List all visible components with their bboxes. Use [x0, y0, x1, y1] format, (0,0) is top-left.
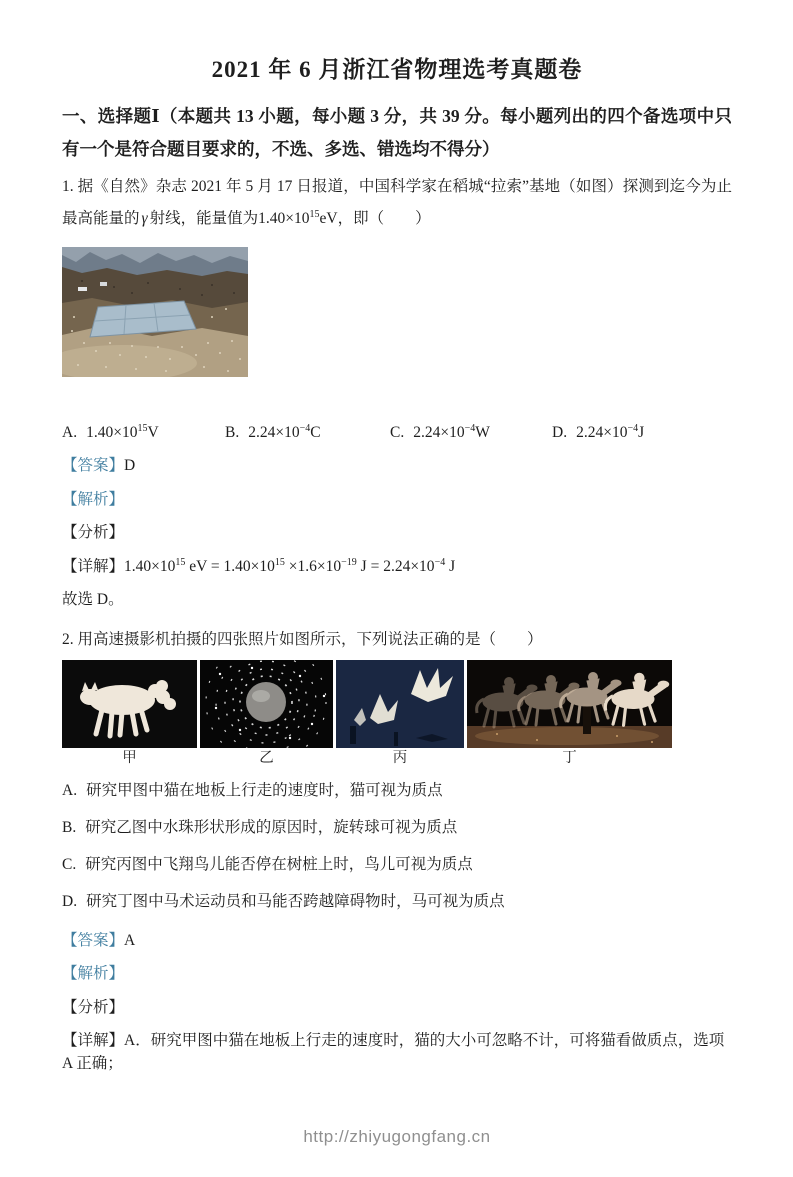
- photo-label-yi: 乙: [259, 749, 274, 766]
- question-2-stem: 2. 用高速摄影机拍摄的四张照片如图所示，下列说法正确的是（ ）: [62, 630, 543, 648]
- option-unit: V: [147, 424, 159, 442]
- question-1-stem-text: 1. 据《自然》杂志 2021 年 5 月 17 日报道，中国科学家在稻城“拉索”基地（如图）探测到迄今为止最高能量的: [62, 177, 732, 227]
- question-2-option-d: [62, 886, 732, 917]
- lhaaso-aerial-photo: [62, 247, 732, 377]
- question-2-answer-line: [62, 930, 732, 952]
- photo-label-ding: 丁: [562, 749, 577, 766]
- question-1-option-d: [552, 421, 732, 444]
- question-1-breakdown-tag: [62, 522, 732, 544]
- footer-url: http://zhiyugongfang.cn: [303, 1127, 491, 1146]
- question-1-analysis-tag: [62, 489, 732, 511]
- page-title: 2021 年 6 月浙江省物理选考真题卷: [211, 57, 583, 82]
- option-value: 2.24×10: [248, 424, 300, 442]
- option-label: C.: [390, 424, 405, 442]
- question-1: [62, 171, 732, 612]
- detail-text: A．研究甲图中猫在地板上行走的速度时，猫的大小可忽略不计，可将猫看做质点，选项 A 正确；: [62, 1032, 725, 1072]
- question-1-stem: [62, 171, 732, 235]
- option-text: 研究乙图中水珠形状形成的原因时，旋转球可视为质点: [85, 818, 458, 836]
- eq-exp: −4: [434, 556, 446, 568]
- option-exponent: −4: [627, 423, 639, 434]
- option-label: A.: [62, 424, 78, 442]
- option-value: 1.40×10: [86, 424, 138, 442]
- option-unit: W: [475, 424, 490, 442]
- option-text: 研究丙图中飞翔鸟儿能否停在树桩上时，鸟儿可视为质点: [85, 855, 473, 873]
- energy-unit: eV: [319, 209, 338, 227]
- option-label: B.: [62, 818, 77, 836]
- photo-ding-horse-jump: [467, 660, 672, 767]
- answer-value: A: [124, 931, 136, 949]
- photo-label-jia: 甲: [122, 749, 137, 766]
- eq-part: J: [445, 557, 456, 575]
- analysis-tag: 【解析】: [62, 965, 125, 983]
- option-label: B.: [225, 424, 240, 442]
- eq-exp: 15: [175, 556, 186, 568]
- cat-walking-photo-graphic: [62, 660, 197, 748]
- energy-exponent: 15: [309, 208, 320, 220]
- section-heading: 一、选择题Ⅰ（本题共 13 小题，每小题 3 分，共 39 分。每小题列出的四个备选项中只有一个是符合题目要求的，不选、多选、错选均不得分）: [62, 106, 732, 160]
- energy-base: 1.40×10: [258, 209, 310, 227]
- option-exponent: −4: [464, 423, 476, 434]
- question-1-option-b: [225, 421, 390, 444]
- footer-watermark: [62, 1127, 732, 1177]
- photo-jia-cat: [62, 660, 197, 767]
- flying-bird-photo-graphic: [336, 660, 464, 748]
- answer-tag: 【答案】: [62, 931, 125, 949]
- question-1-options: [62, 421, 732, 444]
- option-value: 2.24×10: [576, 424, 628, 442]
- eq-exp: 15: [274, 556, 285, 568]
- option-value: 2.24×10: [413, 424, 465, 442]
- question-1-stem-text-2: 射线，能量值为: [149, 209, 259, 227]
- horse-jumping-photo-graphic: [467, 660, 672, 748]
- question-1-option-a: [62, 421, 225, 444]
- question-1-conclusion: 故选 D。: [62, 591, 124, 609]
- question-2-detail-line: [62, 1030, 732, 1075]
- eq-exp: −19: [341, 556, 357, 568]
- gamma-symbol: γ: [141, 209, 148, 227]
- question-2-option-c: [62, 849, 732, 880]
- eq-part: J = 2.24×10: [356, 557, 435, 575]
- option-unit: J: [638, 424, 645, 442]
- answer-value: D: [124, 457, 136, 475]
- photo-label-bing: 丙: [392, 749, 408, 766]
- option-exponent: −4: [299, 423, 311, 434]
- photo-bing-bird: [336, 660, 464, 767]
- detail-tag: 【详解】: [62, 557, 125, 575]
- question-2: [62, 624, 732, 1075]
- question-2-photo-strip: [62, 660, 732, 767]
- question-2-option-b: [62, 812, 732, 843]
- eq-part: 1.40×10: [124, 557, 176, 575]
- detail-equation: [124, 558, 455, 575]
- breakdown-tag: 【分析】: [62, 998, 125, 1016]
- option-unit: C: [310, 424, 321, 442]
- answer-tag: 【答案】: [62, 457, 125, 475]
- photo-yi-spinning-ball: [200, 660, 333, 767]
- option-label: C.: [62, 855, 77, 873]
- lhaaso-aerial-photo-graphic: [62, 247, 248, 377]
- spinning-ball-photo-graphic: [200, 660, 333, 748]
- question-1-answer-line: [62, 455, 732, 477]
- question-2-option-a: [62, 775, 732, 806]
- eq-part: eV = 1.40×10: [185, 557, 275, 575]
- option-exponent: 15: [137, 423, 148, 434]
- question-1-detail-line: [62, 556, 732, 578]
- energy-value: [258, 210, 337, 227]
- option-label: D.: [552, 424, 568, 442]
- breakdown-tag: 【分析】: [62, 524, 125, 542]
- question-2-analysis-tag: [62, 963, 732, 985]
- eq-part: ×1.6×10: [284, 557, 342, 575]
- question-2-breakdown-tag: [62, 997, 732, 1019]
- analysis-tag: 【解析】: [62, 490, 125, 508]
- option-text: 研究甲图中猫在地板上行走的速度时，猫可视为质点: [86, 781, 443, 799]
- option-label: A.: [62, 781, 78, 799]
- option-text: 研究丁图中马术运动员和马能否跨越障碍物时，马可视为质点: [86, 892, 505, 910]
- question-1-option-c: [390, 421, 552, 444]
- option-label: D.: [62, 892, 78, 910]
- question-2-options: [62, 775, 732, 917]
- detail-tag: 【详解】: [62, 1032, 125, 1050]
- question-1-stem-text-3: ，即（ ）: [337, 209, 431, 227]
